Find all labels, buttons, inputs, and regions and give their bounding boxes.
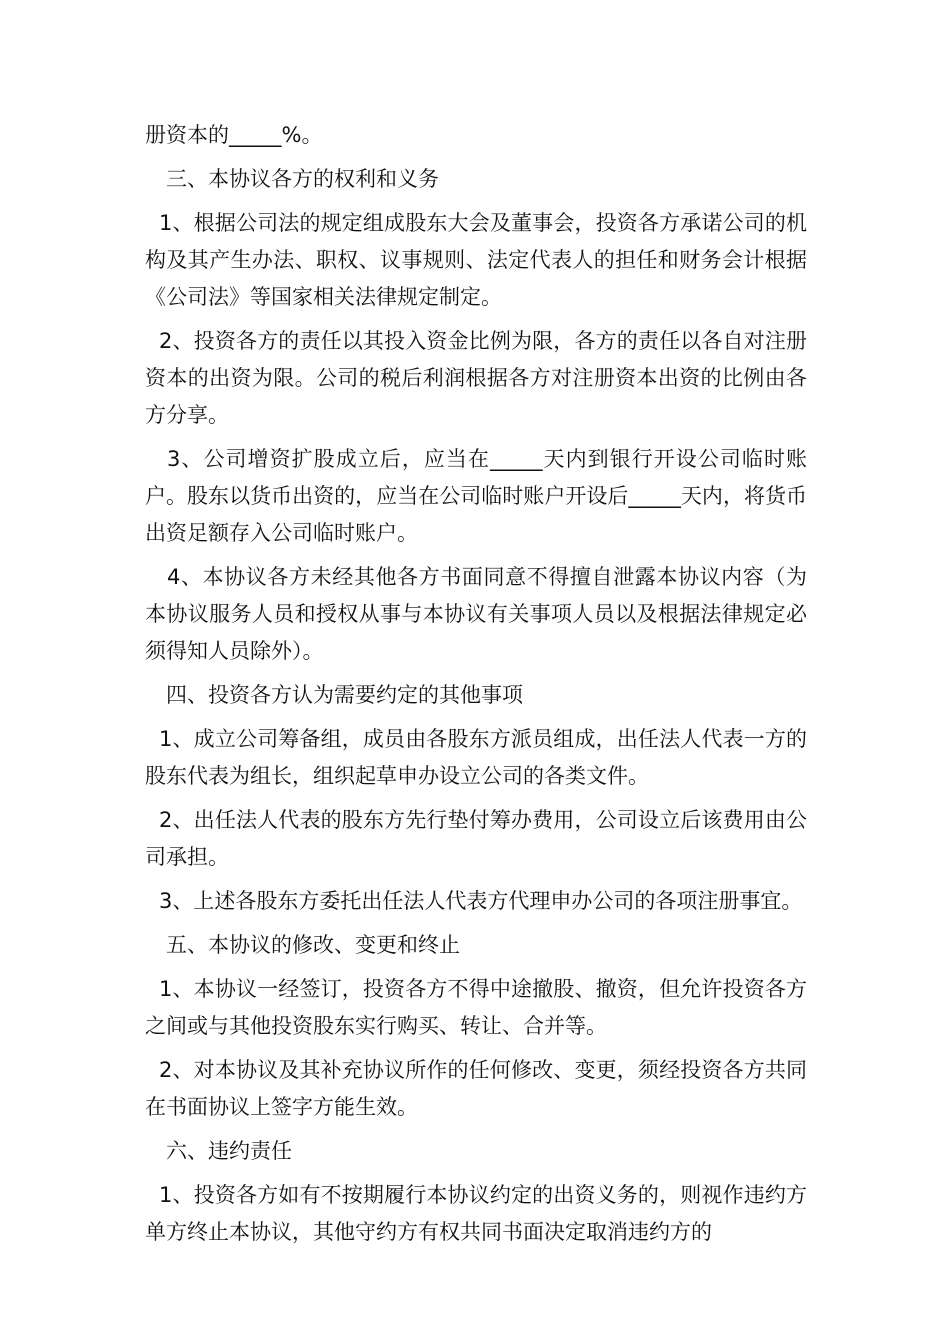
section-heading-modification: 五、本协议的修改、变更和终止: [166, 933, 460, 957]
section-heading-liability: 六、违约责任: [166, 1139, 292, 1163]
clause-3-1: 1、根据公司法的规定组成股东大会及董事会，投资各方承诺公司的机构及其产生办法、职权、议事规则、法定代表人的担任和财务会计根据《公司法》等国家相关法律规定制定。: [145, 211, 807, 309]
clause-4-3: 3、上述各股东方委托出任法人代表方代理申办公司的各项注册事宜。: [159, 889, 803, 913]
paragraph-continuation: 册资本的_____%。: [145, 123, 323, 147]
clause-4-2: 2、出任法人代表的股东方先行垫付筹办费用，公司设立后该费用由公司承担。: [145, 808, 807, 869]
section-heading-rights-obligations: 三、本协议各方的权利和义务: [166, 167, 439, 191]
clause-3-3: 3、公司增资扩股成立后，应当在_____天内到银行开设公司临时账户。股东以货币出资的，应当在公司临时账户开设后_____天内，将货币出资足额存入公司临时账户。: [145, 447, 807, 545]
clause-3-4: 4、本协议各方未经其他各方书面同意不得擅自泄露本协议内容（为本协议服务人员和授权从事与本协议有关事项人员以及根据法律规定必须得知人员除外）。: [145, 565, 807, 663]
document-body: [145, 117, 807, 1258]
clause-3-2: 2、投资各方的责任以其投入资金比例为限，各方的责任以各自对注册资本的出资为限。公司的税后利润根据各方对注册资本出资的比例由各方分享。: [145, 329, 807, 427]
clause-6-1: 1、投资各方如有不按期履行本协议约定的出资义务的，则视作违约方单方终止本协议，其他守约方有权共同书面决定取消违约方的: [145, 1183, 807, 1244]
section-heading-other-matters: 四、投资各方认为需要约定的其他事项: [166, 683, 523, 707]
clause-5-2: 2、对本协议及其补充协议所作的任何修改、变更，须经投资各方共同在书面协议上签字方能生效。: [145, 1058, 807, 1119]
clause-4-1: 1、成立公司筹备组，成员由各股东方派员组成，出任法人代表一方的股东代表为组长，组织起草申办设立公司的各类文件。: [145, 727, 807, 788]
clause-5-1: 1、本协议一经签订，投资各方不得中途撤股、撤资，但允许投资各方之间或与其他投资股东实行购买、转让、合并等。: [145, 977, 807, 1038]
